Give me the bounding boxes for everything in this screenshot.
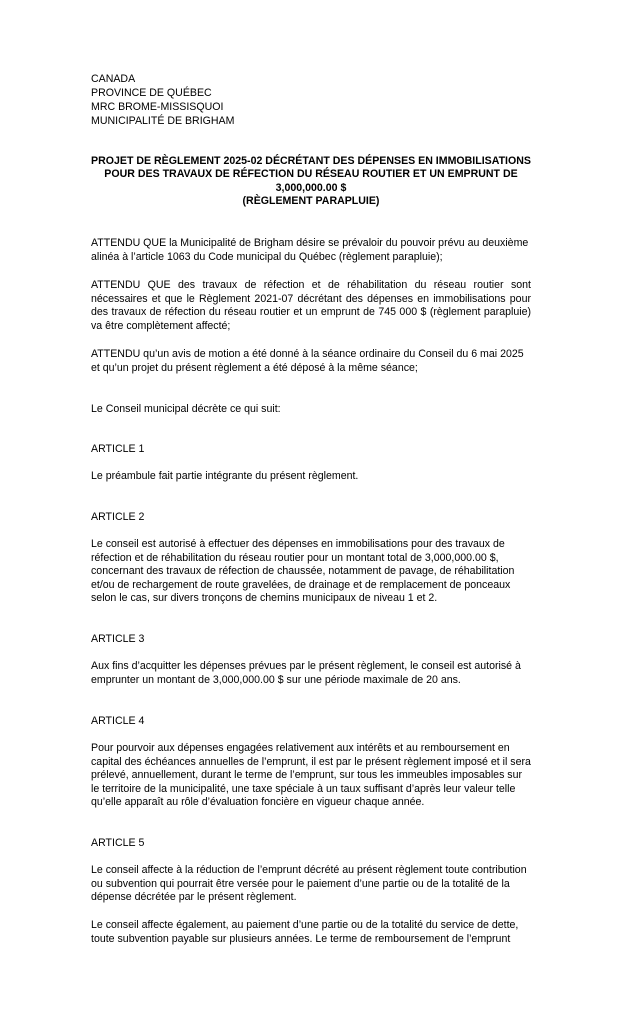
- title-line: POUR DES TRAVAUX DE RÉFECTION DU RÉSEAU ROUTIER ET UN EMPRUNT DE: [104, 168, 518, 181]
- article-body-continued: Le conseil affecte également, au paiement d’une partie ou de la totalité du service de dette, toute subvention payable sur plusieurs années. Le terme de remboursement de l’emprunt: [91, 919, 519, 945]
- article-body: Le préambule fait partie intégrante du présent règlement.: [91, 470, 359, 482]
- title-line: 3,000,000.00 $: [275, 181, 347, 194]
- title-line: (RÈGLEMENT PARAPLUIE): [242, 195, 380, 208]
- preamble-paragraph-2: ATTENDU QUE des travaux de réfection et de réhabilitation du réseau routier sont nécessaires et que le Règlement 2021-07 décrétant des dépenses en immobilisations pour des travaux de réfection du réseau routier et un emprunt de 745 000 $ (règlement parapluie) va être complètement affecté;: [91, 279, 531, 332]
- article-body: Le conseil affecte à la réduction de l’emprunt décrété au présent règlement toute contribution ou subvention qui pourrait être versée pour le paiement d’une partie ou de la totalité de la dépense décrétée par le présent règlement.: [91, 864, 527, 904]
- article-body: Le conseil est autorisé à effectuer des dépenses en immobilisations pour des travaux de réfection et de réhabilitation du réseau routier pour un montant total de 3,000,000.00 $, concernant des travaux de réfection de chaussée, notamment de pavage, de réhabilitation et/ou de rechargement de route gravelées, de drainage et de remplacement de ponceaux selon le cas, sur divers tronçons de chemins municipaux de niveau 1 et 2.: [91, 538, 515, 605]
- article-heading: ARTICLE 4: [91, 715, 145, 727]
- article-heading: ARTICLE 1: [91, 443, 145, 455]
- preamble-paragraph-3: ATTENDU qu’un avis de motion a été donné à la séance ordinaire du Conseil du 6 mai 2025 et qu’un projet du présent règlement a été déposé à la même séance;: [91, 348, 524, 374]
- header-province: PROVINCE DE QUÉBEC: [91, 87, 212, 99]
- header-mrc: MRC BROME-MISSISQUOI: [91, 101, 224, 113]
- article-heading: ARTICLE 5: [91, 837, 145, 849]
- article-body: Pour pourvoir aux dépenses engagées relativement aux intérêts et au remboursement en capital des échéances annuelles de l’emprunt, il est par le présent règlement imposé et il sera prélevé, annuellement, durant le terme de l’emprunt, sur tous les immeubles imposables sur le territoire de la municipalité, une taxe spéciale à un taux suffisant d’après leur valeur telle qu’elle apparaît au rôle d’évaluation foncière en vigueur chaque année.: [91, 742, 531, 809]
- title-line: PROJET DE RÈGLEMENT 2025-02 DÉCRÉTANT DES DÉPENSES EN IMMOBILISATIONS: [91, 155, 531, 167]
- header-municipality: MUNICIPALITÉ DE BRIGHAM: [91, 115, 235, 127]
- article-heading: ARTICLE 2: [91, 511, 145, 523]
- regulation-title: [90, 155, 532, 209]
- preamble-paragraph-1: ATTENDU QUE la Municipalité de Brigham désire se prévaloir du pouvoir prévu au deuxième alinéa à l’article 1063 du Code municipal du Québec (règlement parapluie);: [91, 237, 529, 263]
- header-country: CANADA: [91, 73, 136, 85]
- article-heading: ARTICLE 3: [91, 633, 145, 645]
- article-body: Aux fins d’acquitter les dépenses prévues par le présent règlement, le conseil est autorisé à emprunter un montant de 3,000,000.00 $ sur une période maximale de 20 ans.: [91, 660, 521, 686]
- decree-statement: Le Conseil municipal décrète ce qui suit:: [91, 403, 281, 415]
